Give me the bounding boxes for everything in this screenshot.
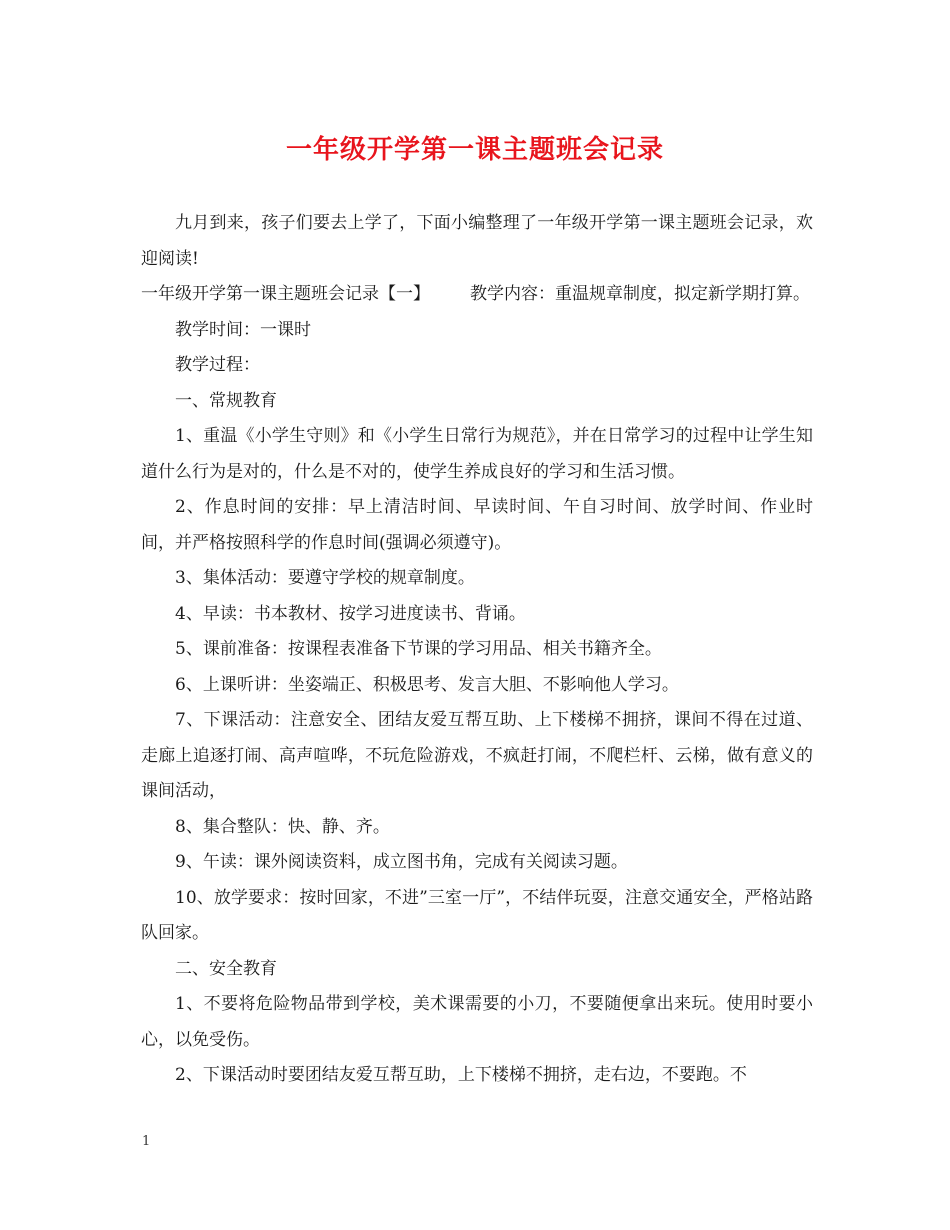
list-item: 2、作息时间的安排：早上清洁时间、早读时间、午自习时间、放学时间、作业时间，并严格按照科学的作息时间(强调必须遵守)。 [141, 497, 813, 553]
list-item: 3、集体活动：要遵守学校的规章制度。 [175, 568, 475, 588]
intro-paragraph: 九月到来，孩子们要去上学了，下面小编整理了一年级开学第一课主题班会记录，欢迎阅读! [141, 213, 813, 269]
list-item: 8、集合整队：快、静、齐。 [175, 816, 390, 837]
list-item: 9、午读：课外阅读资料，成立图书角，完成有关阅读习题。 [175, 852, 628, 872]
list-item: 1、不要将危险物品带到学校，美术课需要的小刀，不要随便拿出来玩。使用时要小心，以免受伤。 [141, 994, 813, 1050]
teaching-process: 教学过程： [175, 355, 260, 375]
list-item: 7、下课活动：注意安全、团结友爱互帮互助、上下楼梯不拥挤，课间不得在过道、走廊上追逐打闹、高声喧哗，不玩危险游戏，不疯赶打闹，不爬栏杆、云梯，做有意义的课间活动， [141, 710, 813, 801]
part2-heading: 二、安全教育 [175, 958, 277, 979]
document-body [141, 206, 813, 1094]
list-item: 2、下课活动时要团结友爱互帮互助，上下楼梯不拥挤，走右边，不要跑。不 [175, 1065, 747, 1085]
section-header-line [141, 277, 813, 313]
list-item: 10、放学要求：按时回家，不进”三室一厅”，不结伴玩耍，注意交通安全，严格站路队回家。 [141, 887, 813, 943]
list-item: 6、上课听讲：坐姿端正、积极思考、发言大胆、不影响他人学习。 [175, 674, 679, 695]
list-item: 4、早读：书本教材、按学习进度读书、背诵。 [175, 603, 526, 624]
list-item: 5、课前准备：按课程表准备下节课的学习用品、相关书籍齐全。 [175, 639, 662, 659]
teaching-time: 教学时间：一课时 [175, 319, 311, 340]
teaching-content: 教学内容：重温规章制度，拟定新学期打算。 [470, 284, 810, 304]
document-title: 一年级开学第一课主题班会记录 [285, 135, 664, 165]
list-item: 1、重温《小学生守则》和《小学生日常行为规范》，并在日常学习的过程中让学生知道什么行为是对的，什么是不对的，使学生养成良好的学习和生活习惯。 [141, 426, 813, 482]
page-number: 1 [142, 1134, 151, 1149]
section-title: 一年级开学第一课主题班会记录【一】 [141, 284, 430, 304]
part1-heading: 一、常规教育 [175, 390, 277, 411]
